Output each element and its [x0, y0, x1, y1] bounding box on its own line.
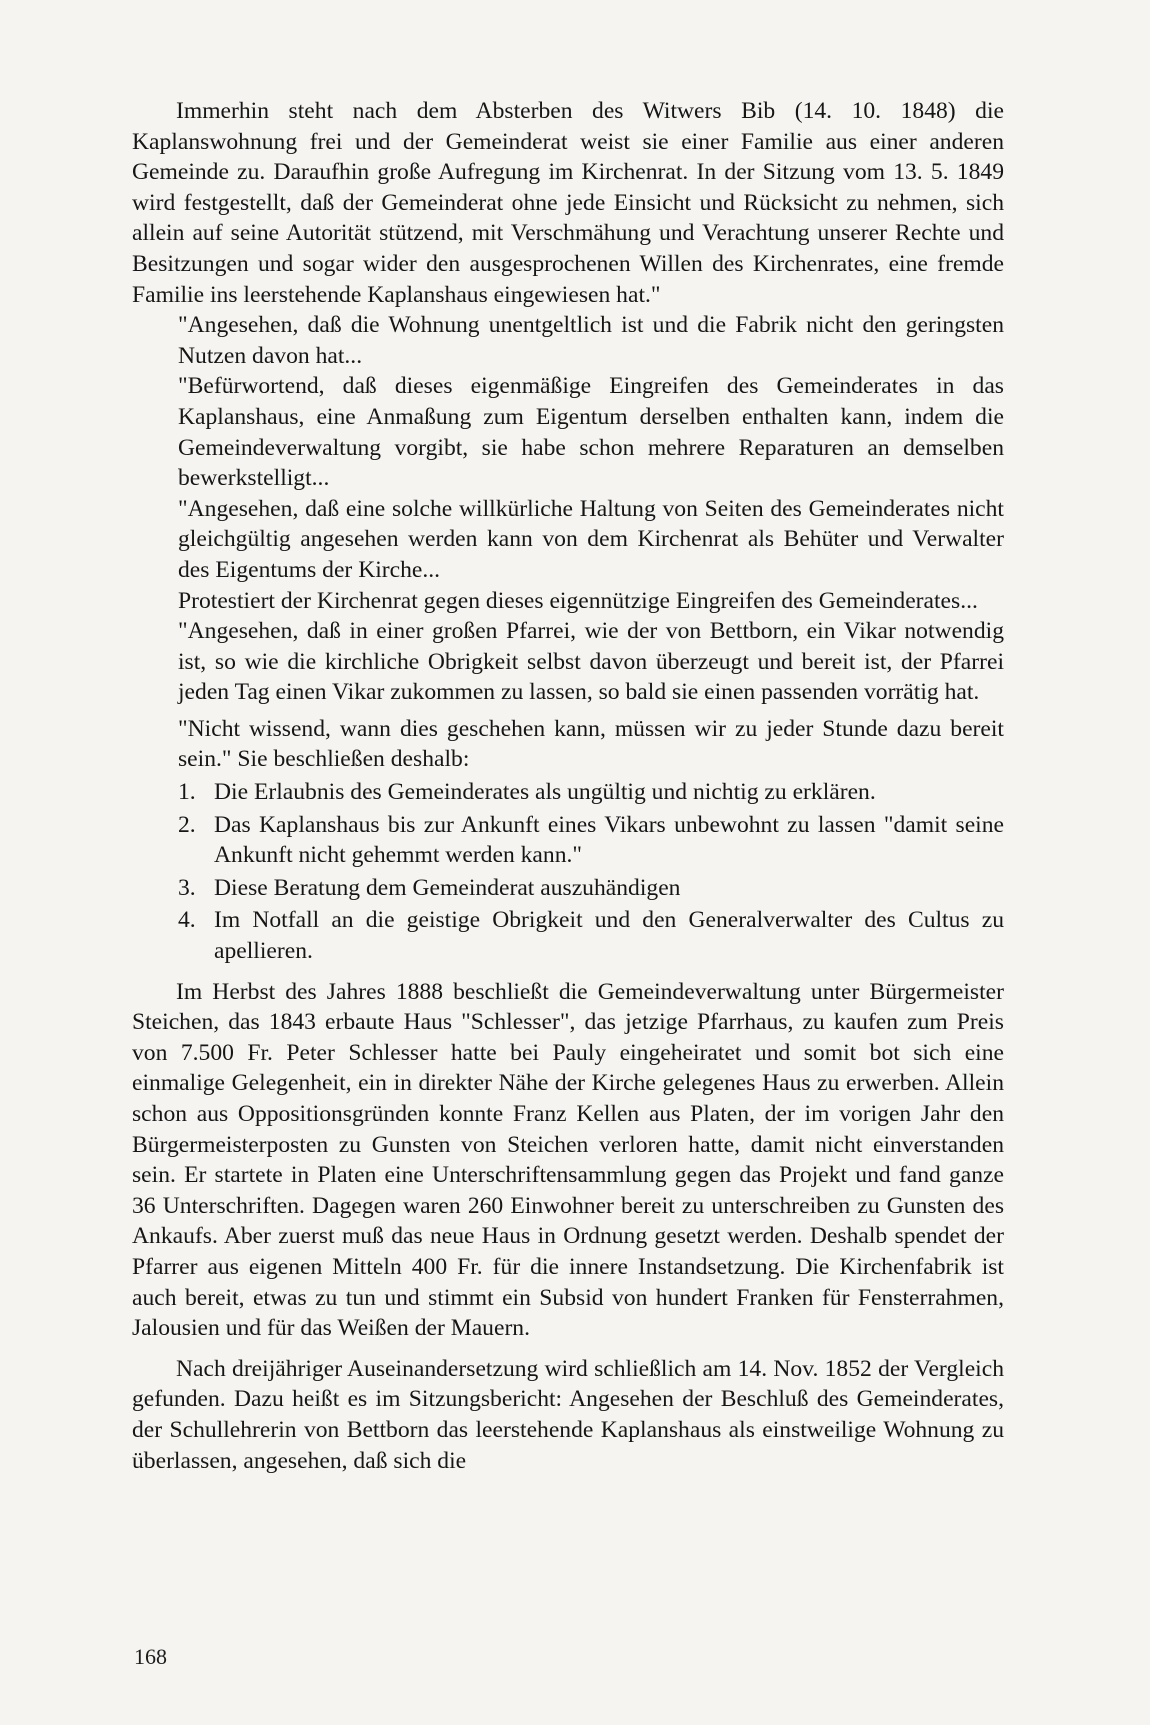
quote-1: "Angesehen, daß die Wohnung unentgeltlich ist und die Fabrik nicht den geringsten Nutzen davon hat...: [178, 312, 1004, 369]
resolution-item: [178, 873, 1004, 904]
quote-6: "Nicht wissend, wann dies geschehen kann, müssen wir zu jeder Stunde dazu bereit sein." Sie beschließen deshalb:: [178, 715, 1004, 773]
page-number: 168: [134, 1644, 167, 1669]
resolution-text: Das Kaplanshaus bis zur Ankunft eines Vikars unbewohnt zu lassen "damit seine Ankunft nicht gehemmt werden kann.": [214, 811, 1004, 869]
quote-4: Protestiert der Kirchenrat gegen dieses eigennützige Eingreifen des Gemeinderates...: [178, 587, 978, 614]
resolution-number: 2.: [178, 811, 196, 838]
resolution-text: Diese Beratung dem Gemeinderat auszuhändigen: [214, 874, 681, 901]
resolution-number: 4.: [178, 907, 196, 934]
paragraph-3: Nach dreijähriger Auseinandersetzung wird schließlich am 14. Nov. 1852 der Vergleich gefunden. Dazu heißt es im Sitzungsbericht: Angesehen der Beschluß des Gemeinderates, der Schullehrerin von Bettborn das leerstehende Kaplanshaus als einstweilige Wohnung zu überlassen, angesehen, daß sich die: [132, 1355, 1004, 1474]
resolution-text: Die Erlaubnis des Gemeinderates als ungültig und nichtig zu erklären.: [214, 779, 876, 806]
quote-3: "Angesehen, daß eine solche willkürliche Haltung von Seiten des Gemeinderates nicht gleichgültig angesehen werden kann von dem Kirchenrat als Behüter und Verwalter des Eigentums der Kirche...: [178, 495, 1004, 583]
quote-2: "Befürwortend, daß dieses eigenmäßige Eingreifen des Gemeinderates in das Kaplanshaus, eine Anmaßung zum Eigentum derselben enthalten kann, indem die Gemeindeverwaltung vorgibt, sie habe schon mehrere Reparaturen an demselben bewerkstelligt...: [178, 373, 1004, 492]
paragraph-2: Im Herbst des Jahres 1888 beschließt die Gemeindeverwaltung unter Bürgermeister Steichen, das 1843 erbaute Haus "Schlesser", das jetzige Pfarrhaus, zu kaufen zum Preis von 7.500 Fr. Peter Schlesser hatte bei Pauly eingeheiratet und somit bot sich eine einmalige Gelegenheit, ein in direkter Nähe der Kirche gelegenes Haus zu erwerben. Allein schon aus Oppositionsgründen konnte Franz Kellen aus Platen, der im vorigen Jahr den Bürgermeisterposten zu Gunsten von Steichen verloren hatte, damit nicht einverstanden sein. Er startete in Platen eine Unterschriftensammlung gegen das Projekt und fand ganze 36 Unterschriften. Dagegen waren 260 Einwohner bereit zu unterschreiben zu Gunsten des Ankaufs. Aber zuerst muß das neue Haus in Ordnung gesetzt werden. Deshalb spendet der Pfarrer aus eigenen Mitteln 400 Fr. für die innere Instandsetzung. Die Kirchenfabrik ist auch bereit, etwas zu tun und stimmt ein Subsid von hundert Franken für Fensterrahmen, Jalousien und für das Weißen der Mauern.: [132, 978, 1004, 1342]
resolution-list: [132, 777, 1004, 967]
paragraph-1: Immerhin steht nach dem Absterben des Witwers Bib (14. 10. 1848) die Kaplanswohnung frei und der Gemeinderat weist sie einer Familie aus einer anderen Gemeinde zu. Daraufhin große Aufregung im Kirchenrat. In der Sitzung vom 13. 5. 1849 wird festgestellt, daß der Gemeinderat ohne jede Einsicht und Rücksicht zu nehmen, sich allein auf seine Autorität stützend, mit Verschmähung und Verachtung unserer Rechte und Besitzungen und sogar wider den ausgesprochenen Willen des Kirchenrates, eine fremde Familie ins leerstehende Kaplanshaus eingewiesen hat.": [132, 98, 1004, 308]
resolution-text: Im Notfall an die geistige Obrigkeit und den Generalverwalter des Cultus zu apellieren.: [214, 907, 1004, 965]
resolution-item: [178, 810, 1004, 871]
page-text: [132, 96, 1004, 1476]
resolution-item: [178, 905, 1004, 966]
resolution-number: 1.: [178, 779, 196, 806]
resolution-number: 3.: [178, 874, 196, 901]
resolution-item: [178, 777, 1004, 808]
quote-5: "Angesehen, daß in einer großen Pfarrei, wie der von Bettborn, ein Vikar notwendig ist, so wie die kirchliche Obrigkeit selbst davon überzeugt und bereit ist, der Pfarrei jeden Tag einen Vikar zukommen zu lassen, so bald sie einen passenden vorrätig hat.: [178, 618, 1004, 706]
